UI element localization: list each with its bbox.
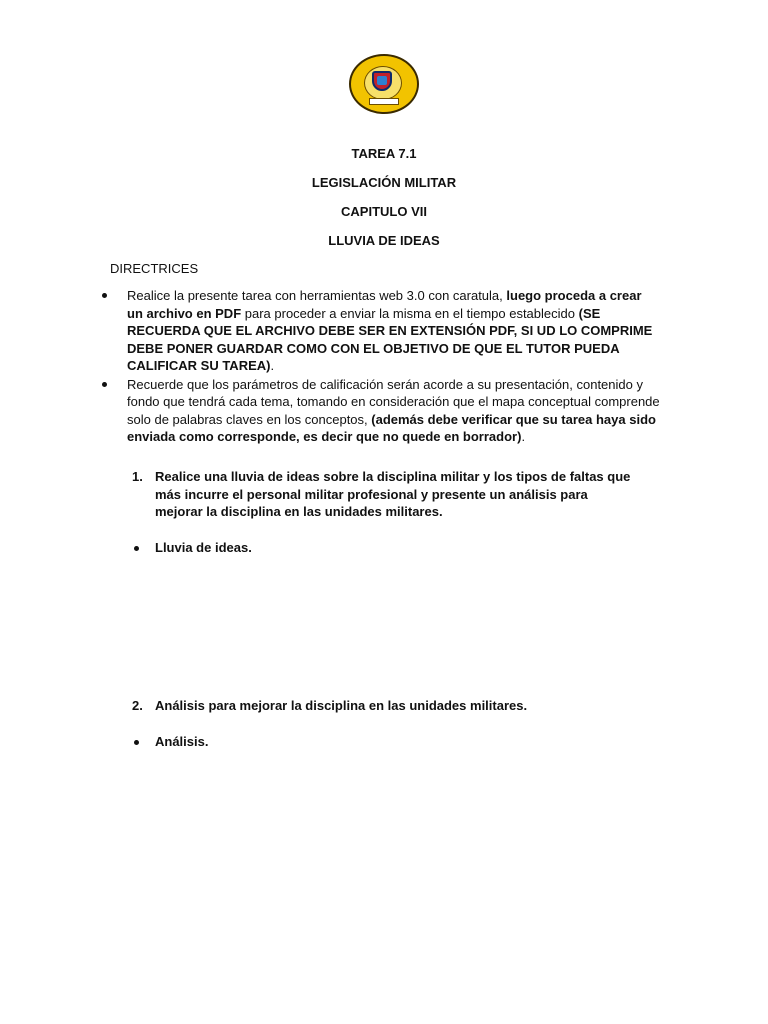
school-crest-logo xyxy=(349,54,419,114)
directriz-text: Recuerde que los parámetros de calificación serán acorde a su presentación, contenido y fondo que tendrá cada tema, tomando en consideración que el mapa conceptual comprende solo de palabras claves en los conceptos, xyxy=(127,376,660,427)
bullet-icon xyxy=(102,293,107,298)
directriz-bold-text: (SE RECUERDA QUE EL ARCHIVO DEBE SER EN EXTENSIÓN PDF, SI UD LO COMPRIME DEBE PONER GUARDAR COMO CON EL OBJETIVO DE QUE EL TUTOR PUEDA CALIFICAR SU TAREA) xyxy=(127,305,653,373)
answer-label: Lluvia de ideas. xyxy=(155,540,252,555)
directriz-item xyxy=(100,376,660,446)
question-text: Realice una lluvia de ideas sobre la disciplina militar y los tipos de faltas que más incurre el personal militar profesional y presente un análisis para mejorar la disciplina en las unidades militares. xyxy=(155,469,631,519)
question-number: 1. xyxy=(132,469,143,484)
answer-placeholder xyxy=(132,540,252,555)
question-item xyxy=(132,468,632,521)
directrices-list xyxy=(100,287,660,446)
directriz-text: Realice la presente tarea con herramientas web 3.0 con caratula, xyxy=(127,288,507,303)
crest-ribbon xyxy=(369,98,399,105)
answer-placeholder xyxy=(132,734,208,749)
bullet-icon xyxy=(134,546,139,551)
directriz-text: para proceder a enviar la misma en el tiempo establecido xyxy=(241,305,579,321)
assignment-title: TAREA 7.1 xyxy=(351,146,417,161)
bullet-icon xyxy=(134,740,139,745)
directriz-item xyxy=(100,287,660,375)
course-title: LEGISLACIÓN MILITAR xyxy=(311,175,457,190)
answer-label: Análisis. xyxy=(155,734,209,749)
question-text: Análisis para mejorar la disciplina en las unidades militares. xyxy=(155,698,528,713)
activity-title: LLUVIA DE IDEAS xyxy=(328,233,440,248)
directriz-bold-text: luego proceda a crear un archivo en PDF xyxy=(127,288,642,321)
crest-emblem-icon xyxy=(377,76,387,85)
directrices-heading: DIRECTRICES xyxy=(110,261,199,276)
bullet-icon xyxy=(102,382,107,387)
directriz-bold-text: (además debe verificar que su tarea haya sido enviada como corresponde, es decir que no quede en borrador) xyxy=(127,411,656,444)
question-item xyxy=(132,697,632,715)
directriz-text: . xyxy=(270,358,275,373)
chapter-title: CAPITULO VII xyxy=(341,204,427,219)
question-number: 2. xyxy=(132,698,143,713)
directriz-text: . xyxy=(521,429,526,444)
